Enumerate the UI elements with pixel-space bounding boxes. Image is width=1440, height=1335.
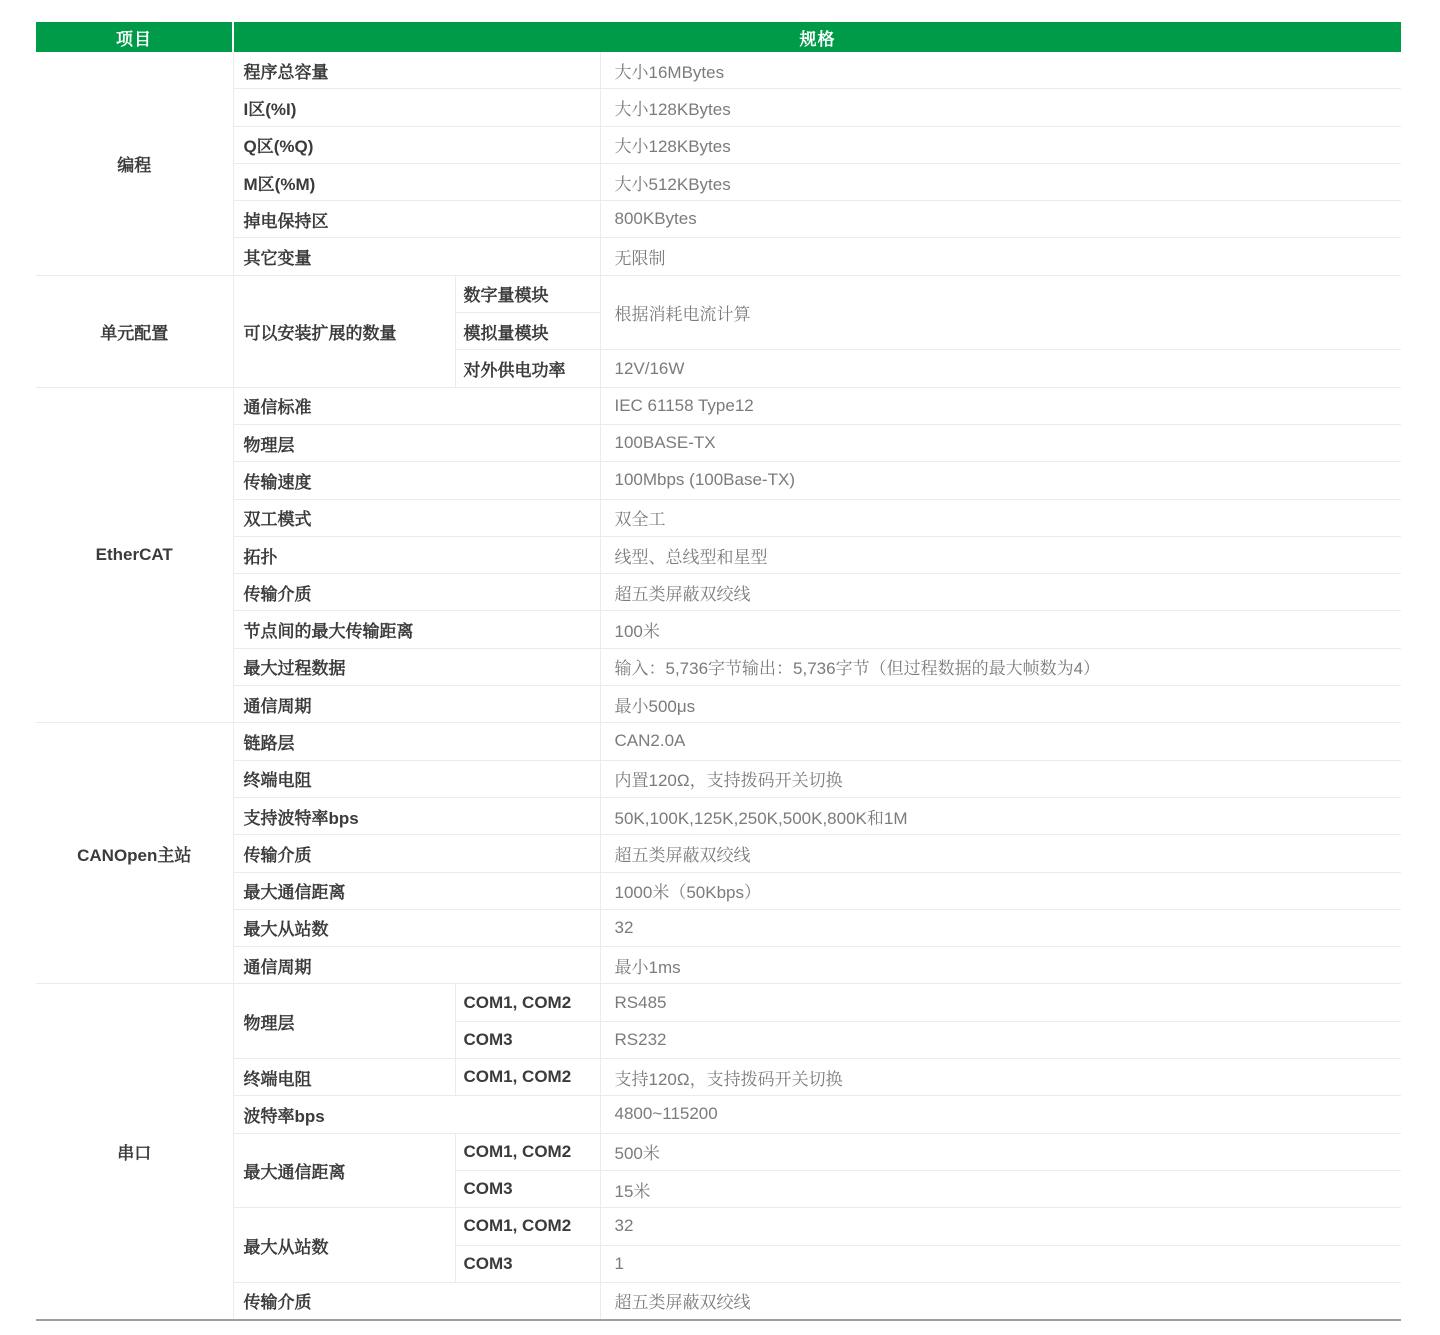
spec-value-cell: 32 (600, 909, 1401, 946)
spec-sublabel-cell: COM1, COM2 (455, 1059, 600, 1096)
spec-sublabel-cell: COM1, COM2 (455, 984, 600, 1021)
spec-label-cell: 拓扑 (233, 536, 600, 573)
spec-label-cell: 传输速度 (233, 462, 600, 499)
table-row (36, 947, 1401, 984)
spec-label-cell: 波特率bps (233, 1096, 600, 1133)
spec-table (36, 22, 1401, 1321)
table-row (36, 89, 1401, 126)
spec-value-cell: 32 (600, 1208, 1401, 1245)
header-spec-cell: 规格 (233, 22, 1401, 52)
header-item-cell: 项目 (36, 22, 233, 52)
spec-value-cell: 800KBytes (600, 201, 1401, 238)
spec-label-cell: 传输介质 (233, 574, 600, 611)
spec-value-cell: 超五类屏蔽双绞线 (600, 1282, 1401, 1320)
spec-value-cell: 根据消耗电流计算 (600, 275, 1401, 350)
spec-value-cell: 500米 (600, 1133, 1401, 1170)
spec-sublabel-cell: COM3 (455, 1170, 600, 1207)
spec-label-cell: 支持波特率bps (233, 797, 600, 834)
spec-sublabel-cell: COM1, COM2 (455, 1208, 600, 1245)
category-cell: 编程 (36, 52, 233, 275)
spec-table-container (36, 22, 1401, 1321)
table-row (36, 126, 1401, 163)
spec-value-cell: 大小128KBytes (600, 126, 1401, 163)
spec-value-cell: RS232 (600, 1021, 1401, 1058)
table-row (36, 797, 1401, 834)
table-row (36, 424, 1401, 461)
spec-label-cell: 传输介质 (233, 1282, 600, 1320)
spec-label-cell: 掉电保持区 (233, 201, 600, 238)
spec-label-cell: 物理层 (233, 984, 455, 1059)
table-row (36, 52, 1401, 89)
spec-label-cell: 通信周期 (233, 947, 600, 984)
spec-sublabel-cell: COM3 (455, 1021, 600, 1058)
table-row (36, 984, 1401, 1021)
category-cell: 单元配置 (36, 275, 233, 387)
spec-label-cell: 最大从站数 (233, 909, 600, 946)
spec-value-cell: 大小512KBytes (600, 163, 1401, 200)
table-row (36, 835, 1401, 872)
spec-label-cell: M区(%M) (233, 163, 600, 200)
table-row (36, 462, 1401, 499)
spec-value-cell: CAN2.0A (600, 723, 1401, 760)
spec-label-cell: 最大通信距离 (233, 872, 600, 909)
spec-sublabel-cell: 对外供电功率 (455, 350, 600, 387)
table-row (36, 1096, 1401, 1133)
spec-label-cell: 其它变量 (233, 238, 600, 275)
table-row (36, 1208, 1401, 1245)
spec-sublabel-cell: COM3 (455, 1245, 600, 1282)
spec-label-cell: 终端电阻 (233, 760, 600, 797)
table-row (36, 163, 1401, 200)
table-row (36, 499, 1401, 536)
spec-label-cell: 节点间的最大传输距离 (233, 611, 600, 648)
spec-value-cell: 50K,100K,125K,250K,500K,800K和1M (600, 797, 1401, 834)
spec-label-cell: 最大从站数 (233, 1208, 455, 1283)
spec-label-cell: Q区(%Q) (233, 126, 600, 163)
spec-value-cell: 超五类屏蔽双绞线 (600, 574, 1401, 611)
spec-label-cell: 链路层 (233, 723, 600, 760)
spec-label-cell: 通信标准 (233, 387, 600, 424)
table-row (36, 1133, 1401, 1170)
spec-label-cell: 终端电阻 (233, 1059, 455, 1096)
spec-value-cell: 100Mbps (100Base-TX) (600, 462, 1401, 499)
table-row (36, 648, 1401, 685)
table-row (36, 387, 1401, 424)
spec-value-cell: 最小1ms (600, 947, 1401, 984)
table-row (36, 611, 1401, 648)
spec-value-cell: 12V/16W (600, 350, 1401, 387)
spec-label-cell: 最大通信距离 (233, 1133, 455, 1208)
spec-label-cell: 可以安装扩展的数量 (233, 275, 455, 387)
table-row (36, 1282, 1401, 1320)
spec-label-cell: 传输介质 (233, 835, 600, 872)
category-cell: EtherCAT (36, 387, 233, 723)
spec-sublabel-cell: 模拟量模块 (455, 313, 600, 350)
spec-value-cell: RS485 (600, 984, 1401, 1021)
table-row (36, 723, 1401, 760)
spec-value-cell: 100BASE-TX (600, 424, 1401, 461)
spec-value-cell: IEC 61158 Type12 (600, 387, 1401, 424)
table-row (36, 574, 1401, 611)
spec-value-cell: 1 (600, 1245, 1401, 1282)
table-row (36, 238, 1401, 275)
spec-value-cell: 无限制 (600, 238, 1401, 275)
spec-value-cell: 100米 (600, 611, 1401, 648)
spec-label-cell: 通信周期 (233, 686, 600, 723)
table-row (36, 201, 1401, 238)
spec-value-cell: 输入：5,736字节输出：5,736字节（但过程数据的最大帧数为4） (600, 648, 1401, 685)
spec-label-cell: 双工模式 (233, 499, 600, 536)
table-row (36, 275, 1401, 312)
spec-value-cell: 支持120Ω，支持拨码开关切换 (600, 1059, 1401, 1096)
spec-value-cell: 最小500μs (600, 686, 1401, 723)
spec-label-cell: 最大过程数据 (233, 648, 600, 685)
table-header-row (36, 22, 1401, 52)
category-cell: CANOpen主站 (36, 723, 233, 984)
spec-value-cell: 超五类屏蔽双绞线 (600, 835, 1401, 872)
table-row (36, 1059, 1401, 1096)
spec-value-cell: 大小16MBytes (600, 52, 1401, 89)
table-row (36, 872, 1401, 909)
spec-value-cell: 双全工 (600, 499, 1401, 536)
spec-sublabel-cell: COM1, COM2 (455, 1133, 600, 1170)
table-row (36, 909, 1401, 946)
table-row (36, 686, 1401, 723)
spec-value-cell: 15米 (600, 1170, 1401, 1207)
category-cell: 串口 (36, 984, 233, 1320)
spec-sublabel-cell: 数字量模块 (455, 275, 600, 312)
spec-label-cell: I区(%I) (233, 89, 600, 126)
table-row (36, 760, 1401, 797)
spec-value-cell: 1000米（50Kbps） (600, 872, 1401, 909)
spec-label-cell: 程序总容量 (233, 52, 600, 89)
spec-label-cell: 物理层 (233, 424, 600, 461)
spec-value-cell: 4800~115200 (600, 1096, 1401, 1133)
spec-value-cell: 线型、总线型和星型 (600, 536, 1401, 573)
spec-value-cell: 大小128KBytes (600, 89, 1401, 126)
table-row (36, 536, 1401, 573)
spec-value-cell: 内置120Ω，支持拨码开关切换 (600, 760, 1401, 797)
